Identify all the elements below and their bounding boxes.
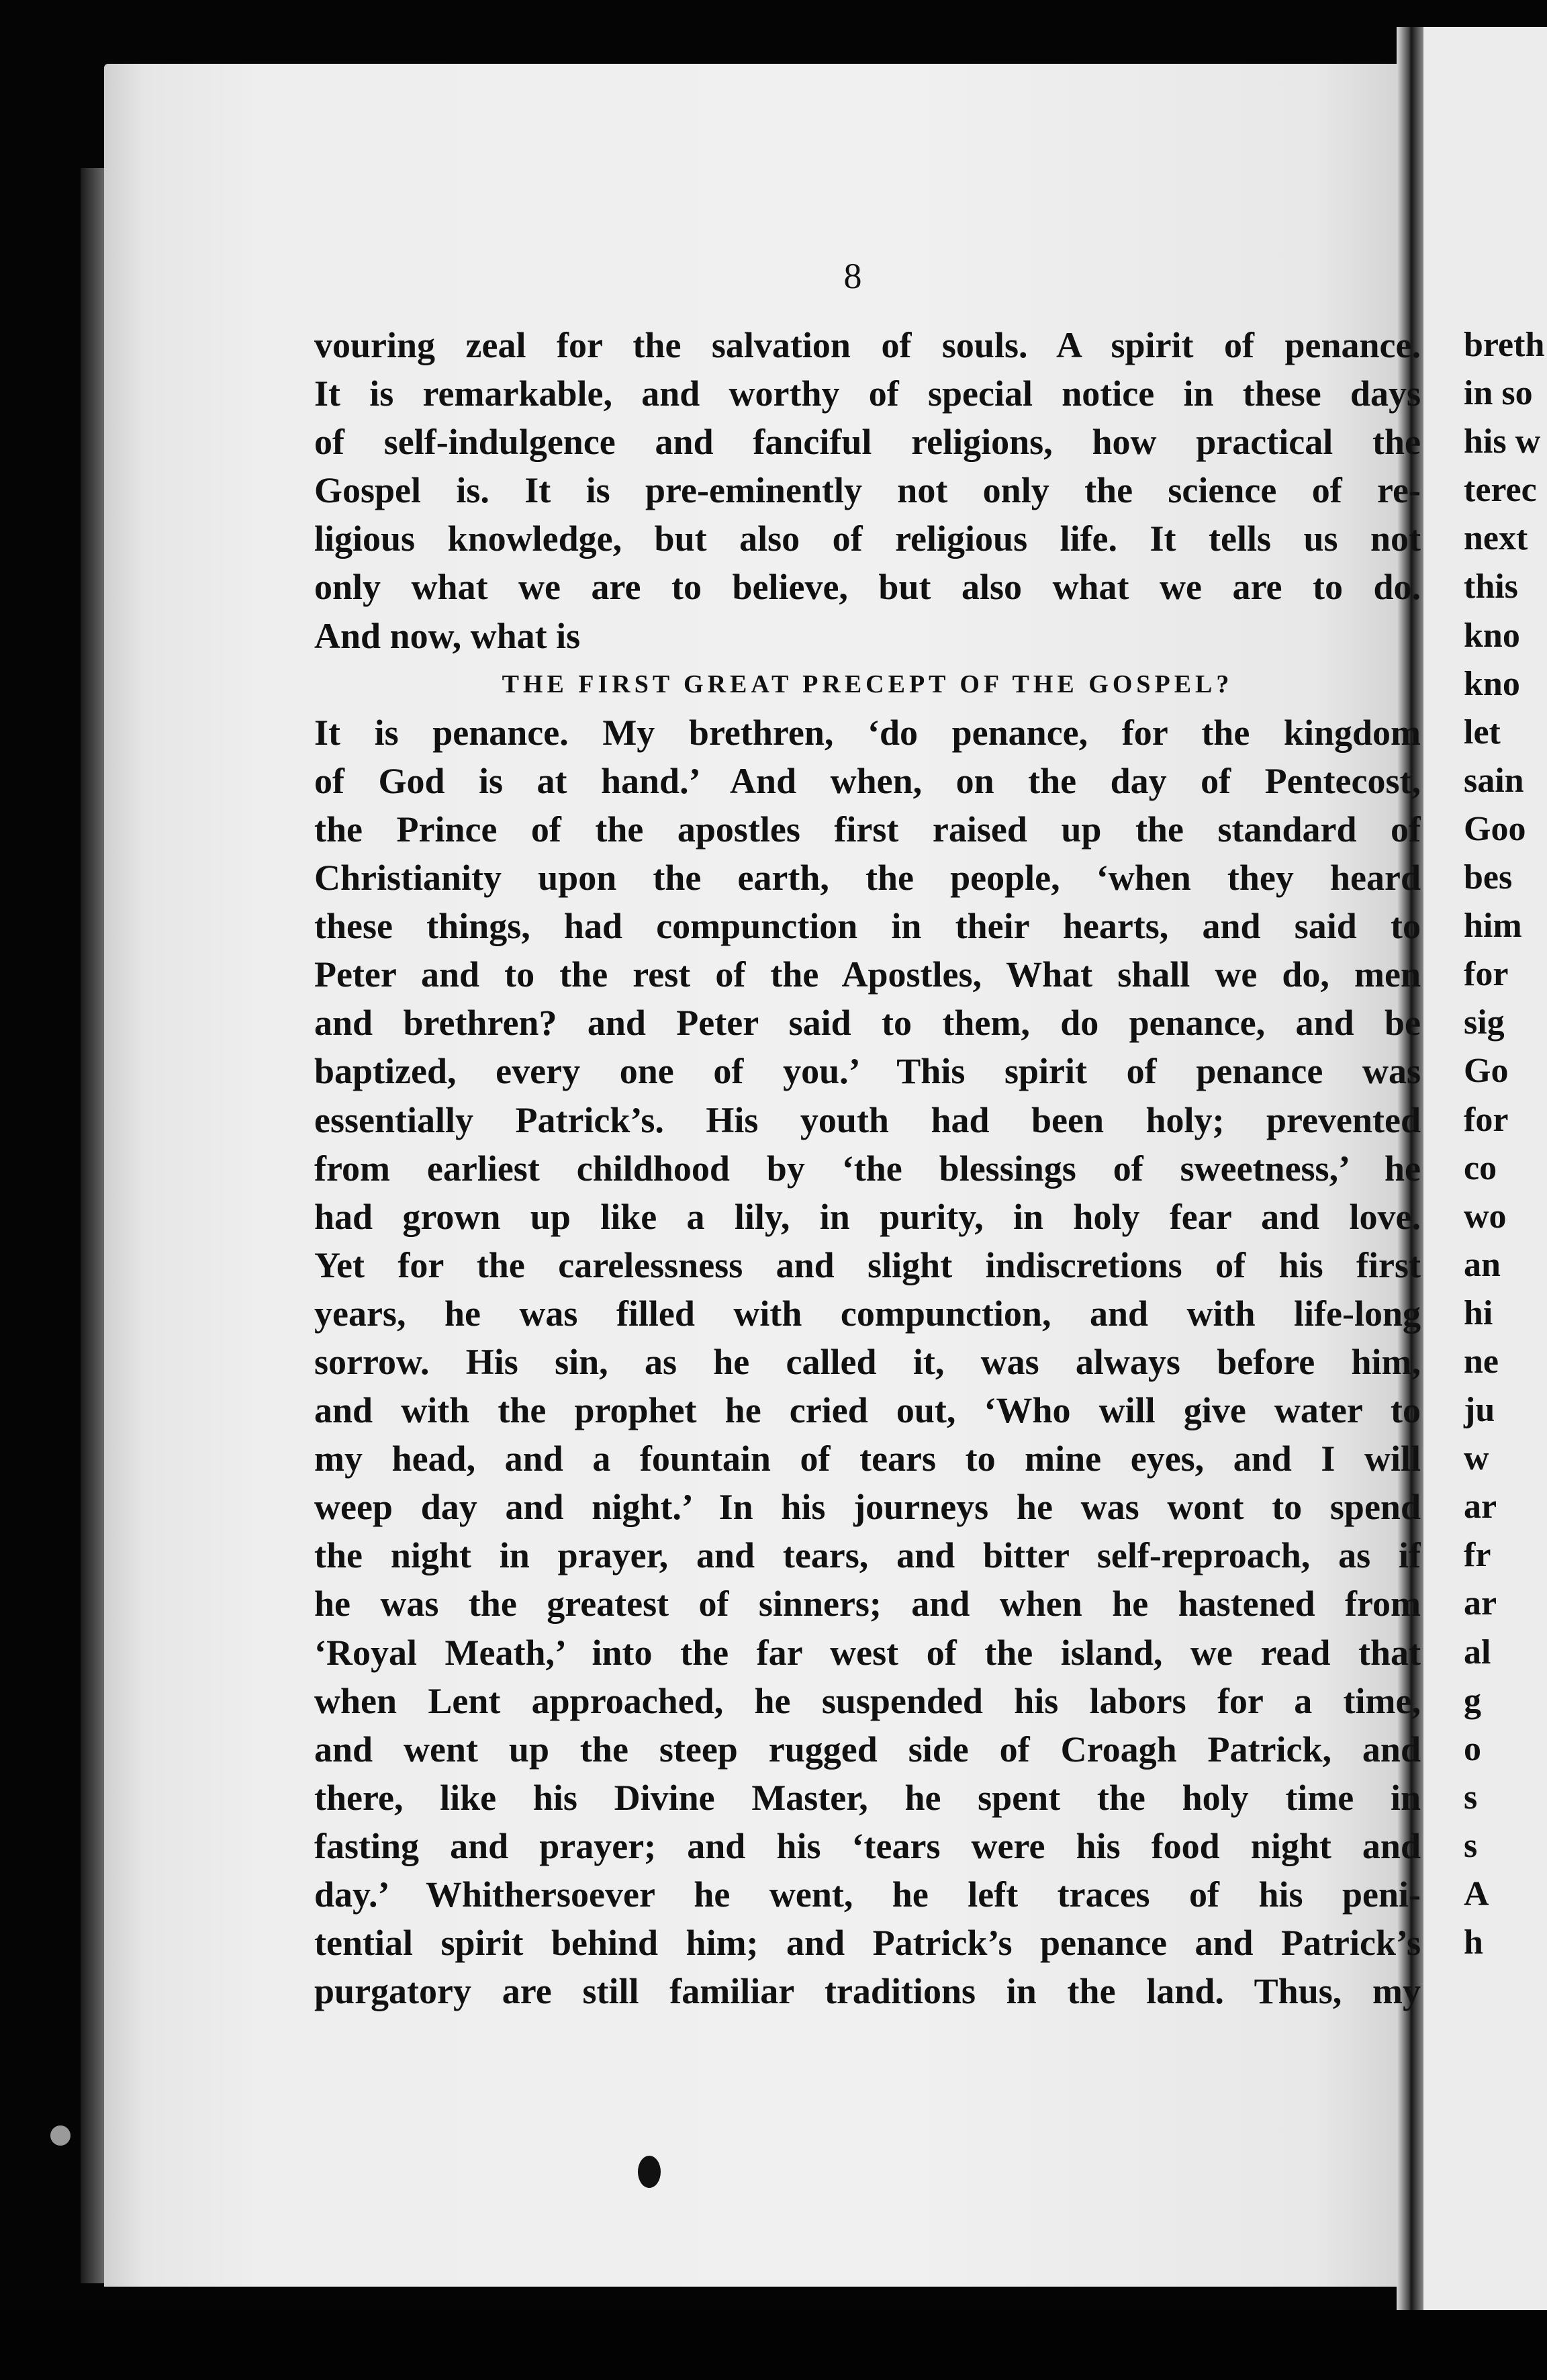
text-line: essentially Patrick’s. His youth had been holy; prevented xyxy=(314,1099,1421,1140)
text-line: vouring zeal for the salvation of souls. A spirit of penance. xyxy=(314,325,1421,365)
next-page-fragment: w xyxy=(1464,1439,1489,1478)
next-page-fragment: this xyxy=(1464,567,1518,606)
next-page-fragment: Goo xyxy=(1464,809,1526,848)
section-heading: THE FIRST GREAT PRECEPT OF THE GOSPEL? xyxy=(502,670,1233,698)
text-line: of God is at hand.’ And when, on the day of Pentecost, xyxy=(314,760,1421,801)
text-line: Yet for the carelessness and slight indiscretions of his first xyxy=(314,1244,1421,1285)
text-line: ‘Royal Meath,’ into the far west of the island, we read that xyxy=(314,1632,1421,1673)
next-page-fragment: an xyxy=(1464,1245,1501,1284)
text-line: It is penance. My brethren, ‘do penance, for the kingdom xyxy=(314,712,1421,753)
text-line: the Prince of the apostles first raised up the standard of xyxy=(314,809,1421,850)
next-page-fragment: ne xyxy=(1464,1342,1499,1381)
body-text xyxy=(314,321,1421,2015)
text-line: purgatory are still familiar traditions in the land. Thus, my xyxy=(314,1971,1421,2012)
text-line: baptized, every one of you.’ This spirit of penance was xyxy=(314,1051,1421,1092)
next-page-fragment: terec xyxy=(1464,471,1537,510)
next-page-fragment: Go xyxy=(1464,1052,1509,1091)
text-line: had grown up like a lily, in purity, in holy fear and love. xyxy=(314,1196,1421,1237)
text-line: Peter and to the rest of the Apostles, What shall we do, men xyxy=(314,954,1421,995)
text-line: and went up the steep rugged side of Croagh Patrick, and xyxy=(314,1729,1421,1770)
next-page-fragment: g xyxy=(1464,1681,1481,1720)
text-line: It is remarkable, and worthy of special notice in these days xyxy=(314,373,1421,414)
next-page-fragment: in so xyxy=(1464,374,1533,413)
next-page-text-fragments xyxy=(1464,321,1544,1967)
next-page-fragment: fr xyxy=(1464,1536,1491,1575)
text-line: And now, what is xyxy=(314,615,581,656)
next-page-fragment: ju xyxy=(1464,1391,1495,1430)
text-line: tential spirit behind him; and Patrick’s penance and Patrick’s xyxy=(314,1923,1421,1964)
next-page-fragment: him xyxy=(1464,907,1522,946)
text-line: ligious knowledge, but also of religious life. It tells us not xyxy=(314,518,1421,559)
scan-bottom-border xyxy=(0,2310,1547,2380)
text-line: when Lent approached, he suspended his labors for a time, xyxy=(314,1680,1421,1721)
text-line: years, he was filled with compunction, and with life-long xyxy=(314,1293,1421,1334)
next-page-fragment: A xyxy=(1464,1875,1489,1913)
page-number: 8 xyxy=(843,256,862,296)
text-line: day.’ Whithersoever he went, he left traces of his peni- xyxy=(314,1874,1421,1915)
next-page-fragment: s xyxy=(1464,1778,1478,1817)
next-page-fragment: his w xyxy=(1464,422,1541,461)
text-line: the night in prayer, and tears, and bitter self-reproach, as if xyxy=(314,1535,1421,1576)
next-page-fragment: h xyxy=(1464,1923,1483,1962)
text-line: there, like his Divine Master, he spent the holy time in xyxy=(314,1777,1421,1818)
next-page-fragment: wo xyxy=(1464,1197,1507,1236)
text-line: of self-indulgence and fanciful religions, how practical the xyxy=(314,422,1421,463)
text-line: Christianity upon the earth, the people, ‘when they heard xyxy=(314,858,1421,899)
next-page-fragment: for xyxy=(1464,955,1509,994)
next-page-fragment: co xyxy=(1464,1148,1497,1187)
ink-blot xyxy=(638,2156,661,2188)
next-page-fragment: breth xyxy=(1464,326,1545,364)
next-page-fragment: s xyxy=(1464,1826,1478,1865)
text-line: he was the greatest of sinners; and when he hastened from xyxy=(314,1584,1421,1624)
next-page-fragment: al xyxy=(1464,1633,1491,1672)
text-line: fasting and prayer; and his ‘tears were his food night and xyxy=(314,1825,1421,1866)
next-page-fragment: bes xyxy=(1464,858,1513,897)
text-line: and with the prophet he cried out, ‘Who will give water to xyxy=(314,1390,1421,1431)
text-line: sorrow. His sin, as he called it, was always before him, xyxy=(314,1341,1421,1382)
next-page-fragment: ar xyxy=(1464,1584,1497,1623)
next-page-fragment: ar xyxy=(1464,1488,1497,1526)
text-line: from earliest childhood by ‘the blessings of sweetness,’ he xyxy=(314,1148,1421,1189)
next-page-fragment: sig xyxy=(1464,1003,1505,1042)
text-line: my head, and a fountain of tears to mine eyes, and I will xyxy=(314,1438,1421,1479)
text-line: and brethren? and Peter said to them, do penance, and be xyxy=(314,1003,1421,1044)
next-page-fragment: sain xyxy=(1464,761,1524,800)
next-page-fragment: kno xyxy=(1464,664,1520,703)
next-page-fragment: hi xyxy=(1464,1293,1493,1332)
paper-speck xyxy=(50,2125,71,2146)
text-line: only what we are to believe, but also what we are to do. xyxy=(314,567,1421,608)
next-page-fragment: for xyxy=(1464,1100,1509,1139)
next-page-fragment: next xyxy=(1464,519,1528,558)
next-page-fragment: o xyxy=(1464,1729,1481,1768)
text-line: these things, had compunction in their hearts, and said to xyxy=(314,906,1421,947)
next-page-fragment: let xyxy=(1464,713,1501,751)
next-page-fragment: kno xyxy=(1464,616,1520,655)
text-line: weep day and night.’ In his journeys he was wont to spend xyxy=(314,1487,1421,1528)
text-line: Gospel is. It is pre-eminently not only the science of re- xyxy=(314,470,1421,511)
